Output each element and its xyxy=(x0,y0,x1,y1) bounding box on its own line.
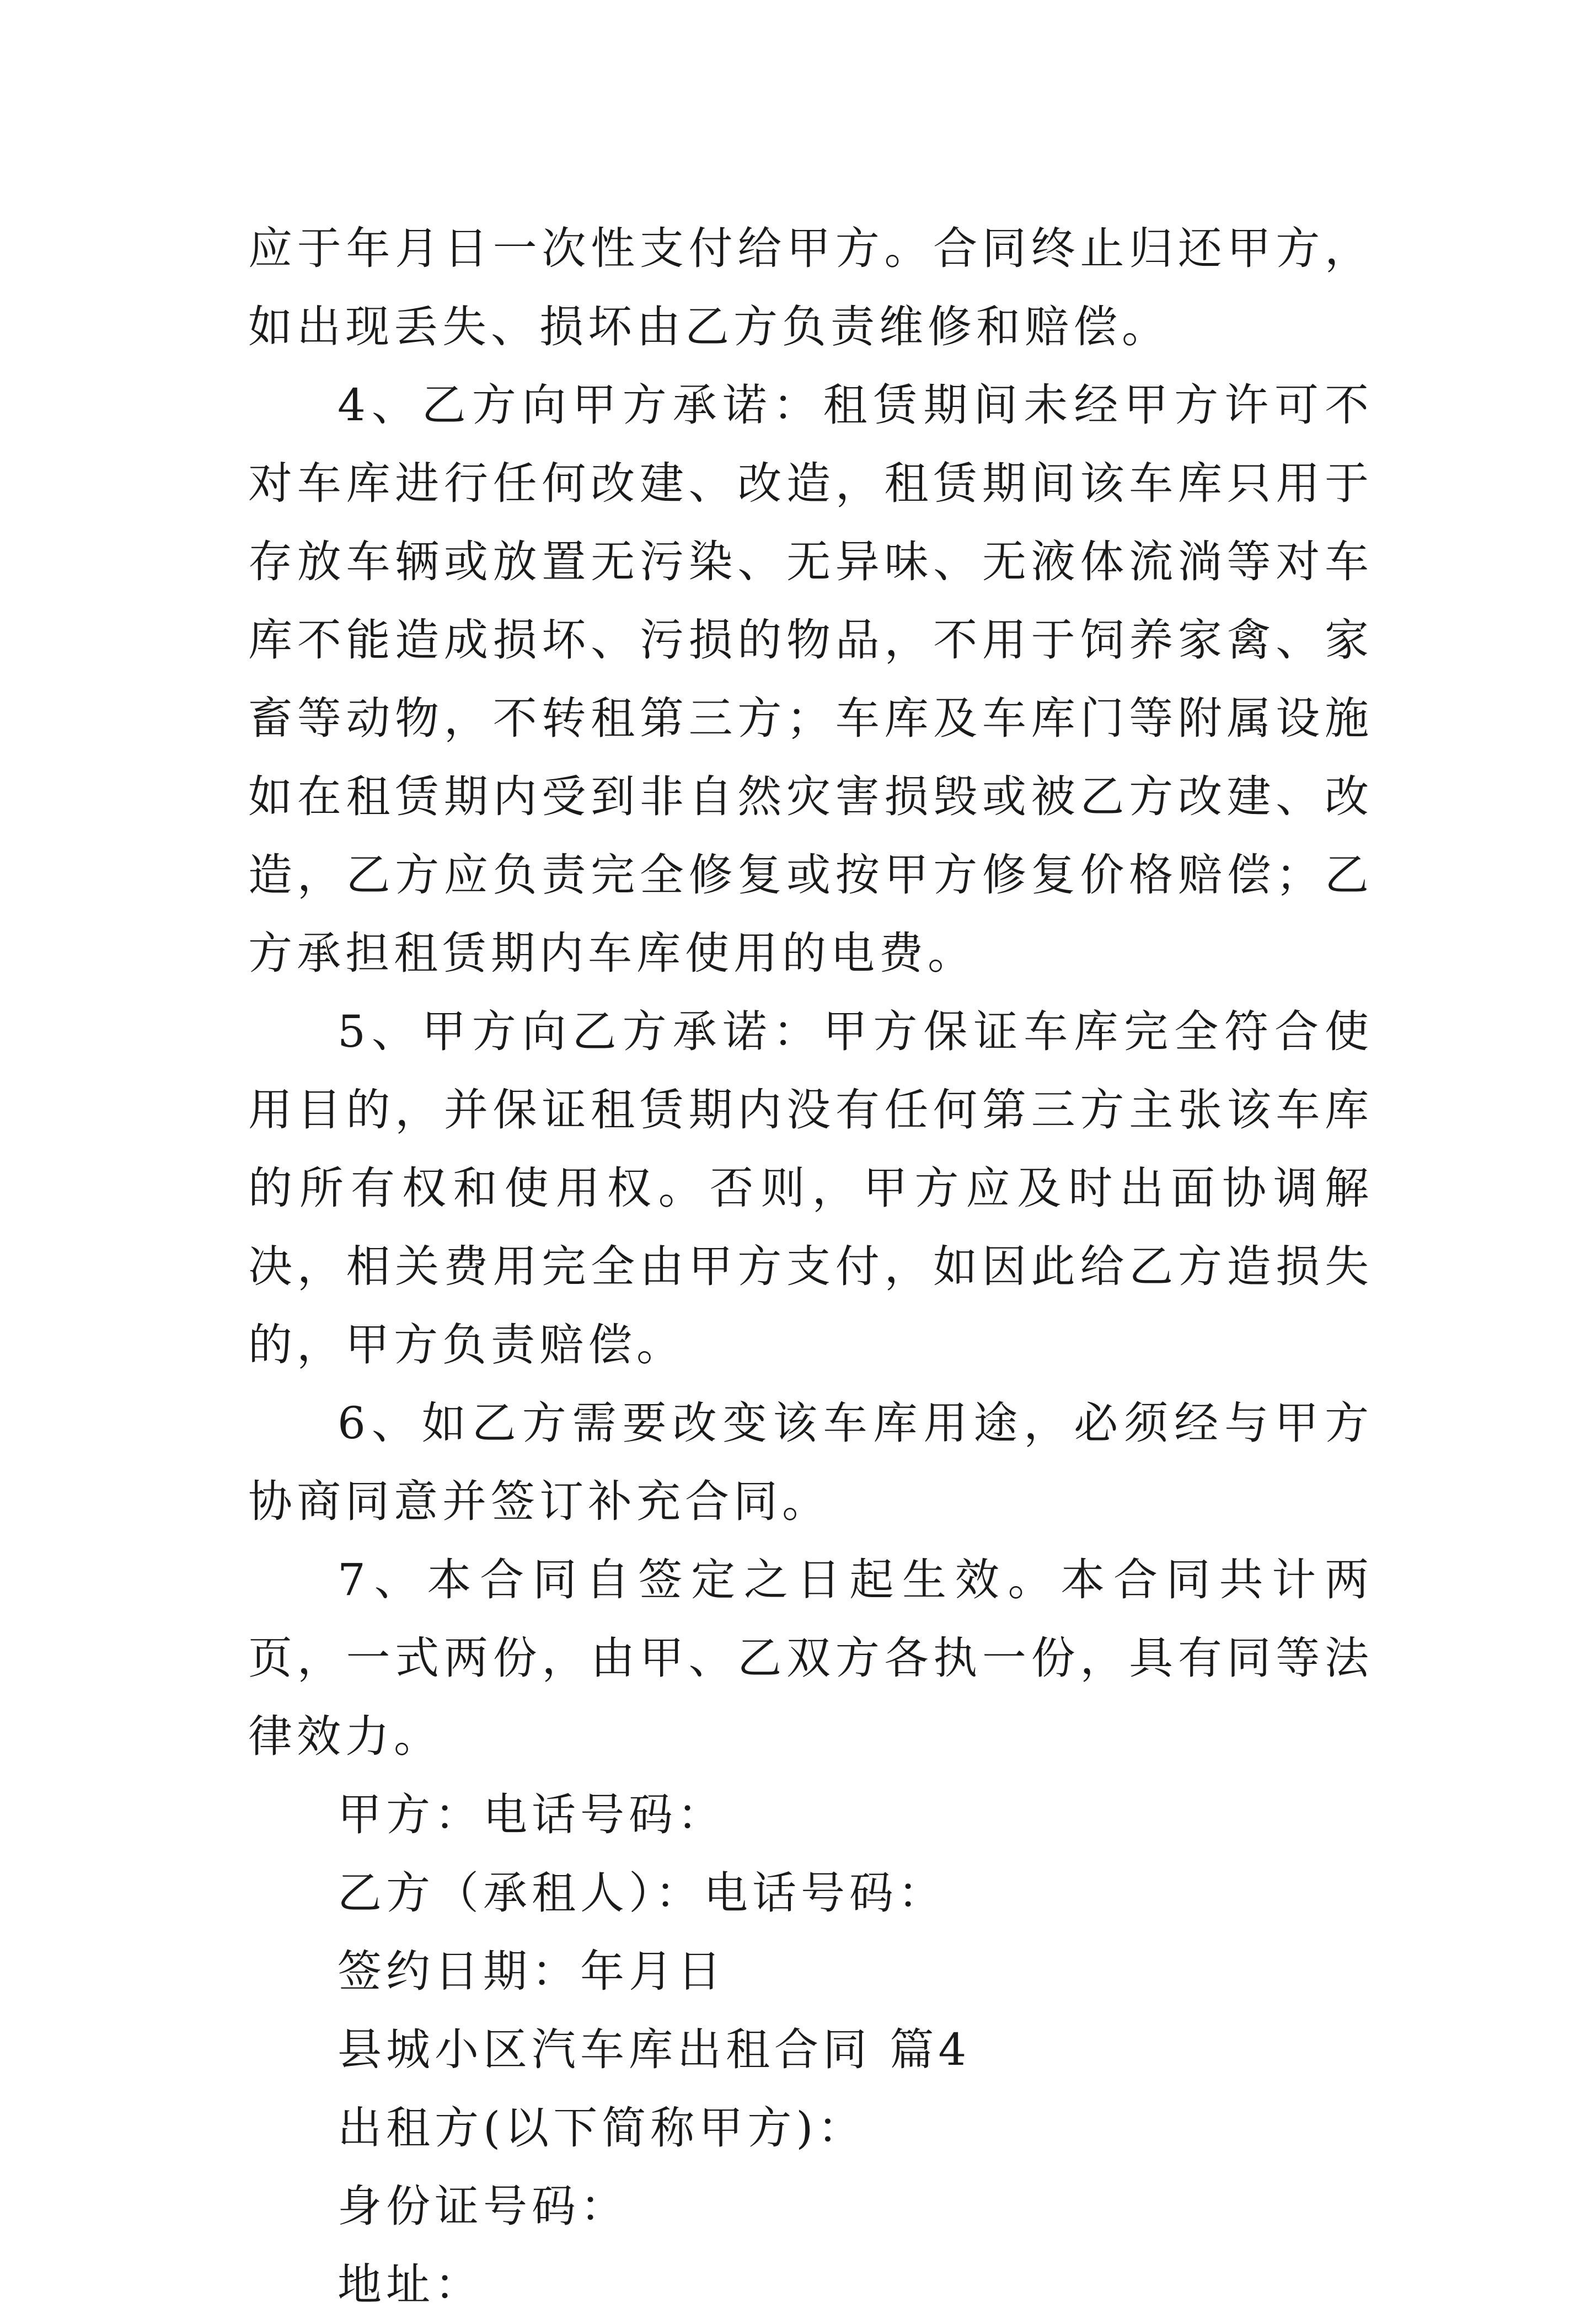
lessor-line: 出租方(以下简称甲方)： xyxy=(338,2102,866,2154)
address-line: 地址： xyxy=(338,2259,483,2310)
id-number-line: 身份证号码： xyxy=(338,2181,629,2232)
paragraph-clause-7: 7、本合同自签定之日起生效。本合同共计两页，一式两份，由甲、乙双方各执一份，具有同等法律效力。 xyxy=(248,1554,1373,1762)
paragraph-clause-4: 4、乙方向甲方承诺：租赁期间未经甲方许可不对车库进行任何改建、改造，租赁期间该车库只用于存放车辆或放置无污染、无异味、无液体流淌等对车库不能造成损坏、污损的物品，不用于饲养家禽、家畜等动物，不转租第三方；车库及车库门等附属设施如在租赁期内受到非自然灾害损毁或被乙方改建、改造，乙方应负责完全修复或按甲方修复价格赔偿；乙方承担租赁期内车库使用的电费。 xyxy=(248,379,1373,979)
paragraph-clause-5: 5、甲方向乙方承诺：甲方保证车库完全符合使用目的，并保证租赁期内没有任何第三方主张该车库的所有权和使用权。否则，甲方应及时出面协调解决，相关费用完全由甲方支付，如因此给乙方造损失的，甲方负责赔偿。 xyxy=(248,1006,1373,1370)
paragraph-clause-6: 6、如乙方需要改变该车库用途，必须经与甲方协商同意并签订补充合同。 xyxy=(248,1397,1373,1527)
signing-date-line: 签约日期：年月日 xyxy=(338,1946,726,1997)
document-body xyxy=(248,210,1373,2324)
contract-section-title: 县城小区汽车库出租合同 篇4 xyxy=(338,2024,971,2075)
paragraph-payment-return: 应于年月日一次性支付给甲方。合同终止归还甲方，如出现丢失、损坏由乙方负责维修和赔偿。 xyxy=(248,223,1373,352)
party-b-phone-line: 乙方（承租人）：电话号码： xyxy=(338,1867,946,1919)
party-a-phone-line: 甲方：电话号码： xyxy=(338,1789,726,1840)
